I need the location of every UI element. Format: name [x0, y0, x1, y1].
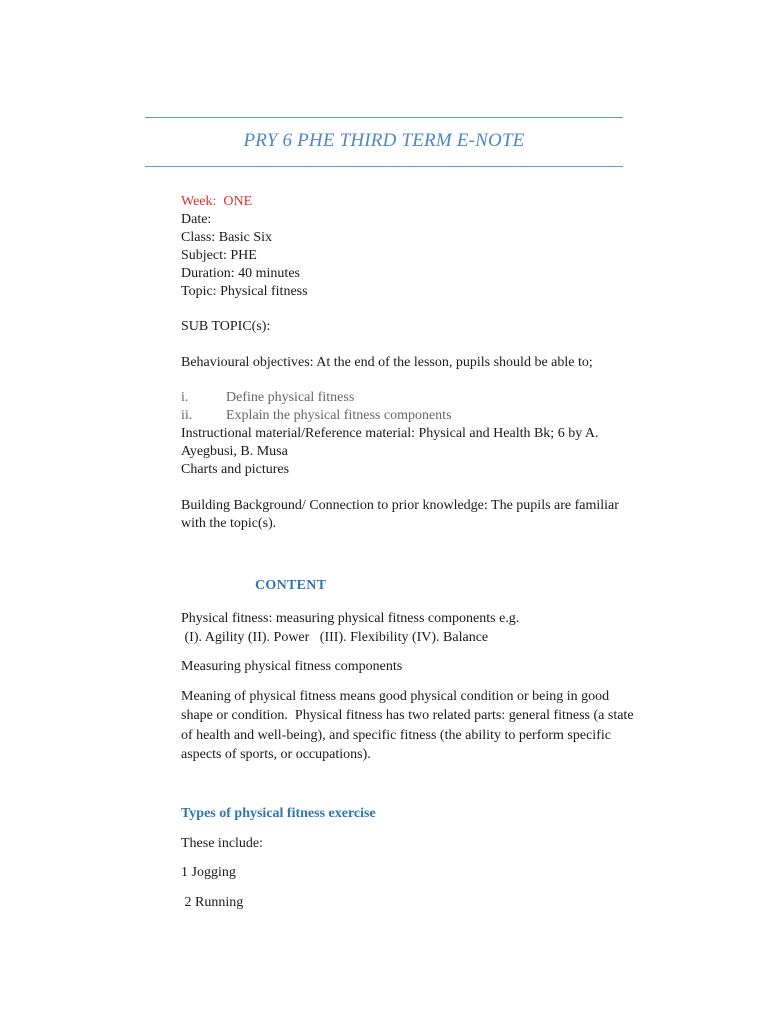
objective-text: Define physical fitness — [226, 390, 355, 405]
class-line: Class: Basic Six — [181, 230, 273, 245]
objective-item — [181, 407, 452, 425]
objective-number: ii. — [181, 408, 193, 423]
sub-topic-line: SUB TOPIC(s): — [181, 319, 271, 334]
objective-text: Explain the physical fitness components — [226, 408, 452, 423]
meaning-paragraph-line: of health and well-being), and specific fitness (the ability to perform specific — [181, 728, 611, 743]
these-include: These include: — [181, 836, 264, 851]
content-heading: CONTENT — [255, 578, 327, 593]
instructional-material-cont: Ayegbusi, B. Musa — [181, 444, 288, 459]
document-title: PRY 6 PHE THIRD TERM E-NOTE — [243, 130, 525, 151]
behavioural-objectives: Behavioural objectives: At the end of the lesson, pupils should be able to; — [181, 355, 593, 370]
list-item: 2 Running — [181, 895, 244, 910]
measuring-components: Measuring physical fitness components — [181, 659, 403, 674]
week-line — [181, 193, 252, 211]
topic-line: Topic: Physical fitness — [181, 284, 308, 299]
charts-and-pictures: Charts and pictures — [181, 462, 290, 477]
week-label: Week: — [181, 194, 217, 209]
meaning-paragraph-line: Meaning of physical fitness means good physical condition or being in good — [181, 689, 610, 704]
subject-line: Subject: PHE — [181, 248, 257, 263]
types-heading: Types of physical fitness exercise — [181, 806, 376, 821]
objective-number: i. — [181, 390, 189, 405]
content-paragraph: Physical fitness: measuring physical fitness components e.g. — [181, 611, 520, 626]
title-top-rule — [145, 117, 623, 118]
instructional-material: Instructional material/Reference material: Physical and Health Bk; 6 by A. — [181, 426, 599, 441]
date-line: Date: — [181, 212, 212, 227]
title-bottom-rule — [145, 166, 623, 167]
duration-line: Duration: 40 minutes — [181, 266, 300, 281]
objective-item — [181, 389, 354, 407]
building-background-cont: with the topic(s). — [181, 516, 277, 531]
list-item: 1 Jogging — [181, 865, 236, 880]
components-list: (I). Agility (II). Power (III). Flexibility (IV). Balance — [181, 630, 489, 645]
week-value: ONE — [223, 194, 253, 209]
building-background: Building Background/ Connection to prior knowledge: The pupils are familiar — [181, 498, 619, 513]
meaning-paragraph-line: aspects of sports, or occupations). — [181, 747, 371, 762]
meaning-paragraph-line: shape or condition. Physical fitness has two related parts: general fitness (a state — [181, 708, 634, 723]
